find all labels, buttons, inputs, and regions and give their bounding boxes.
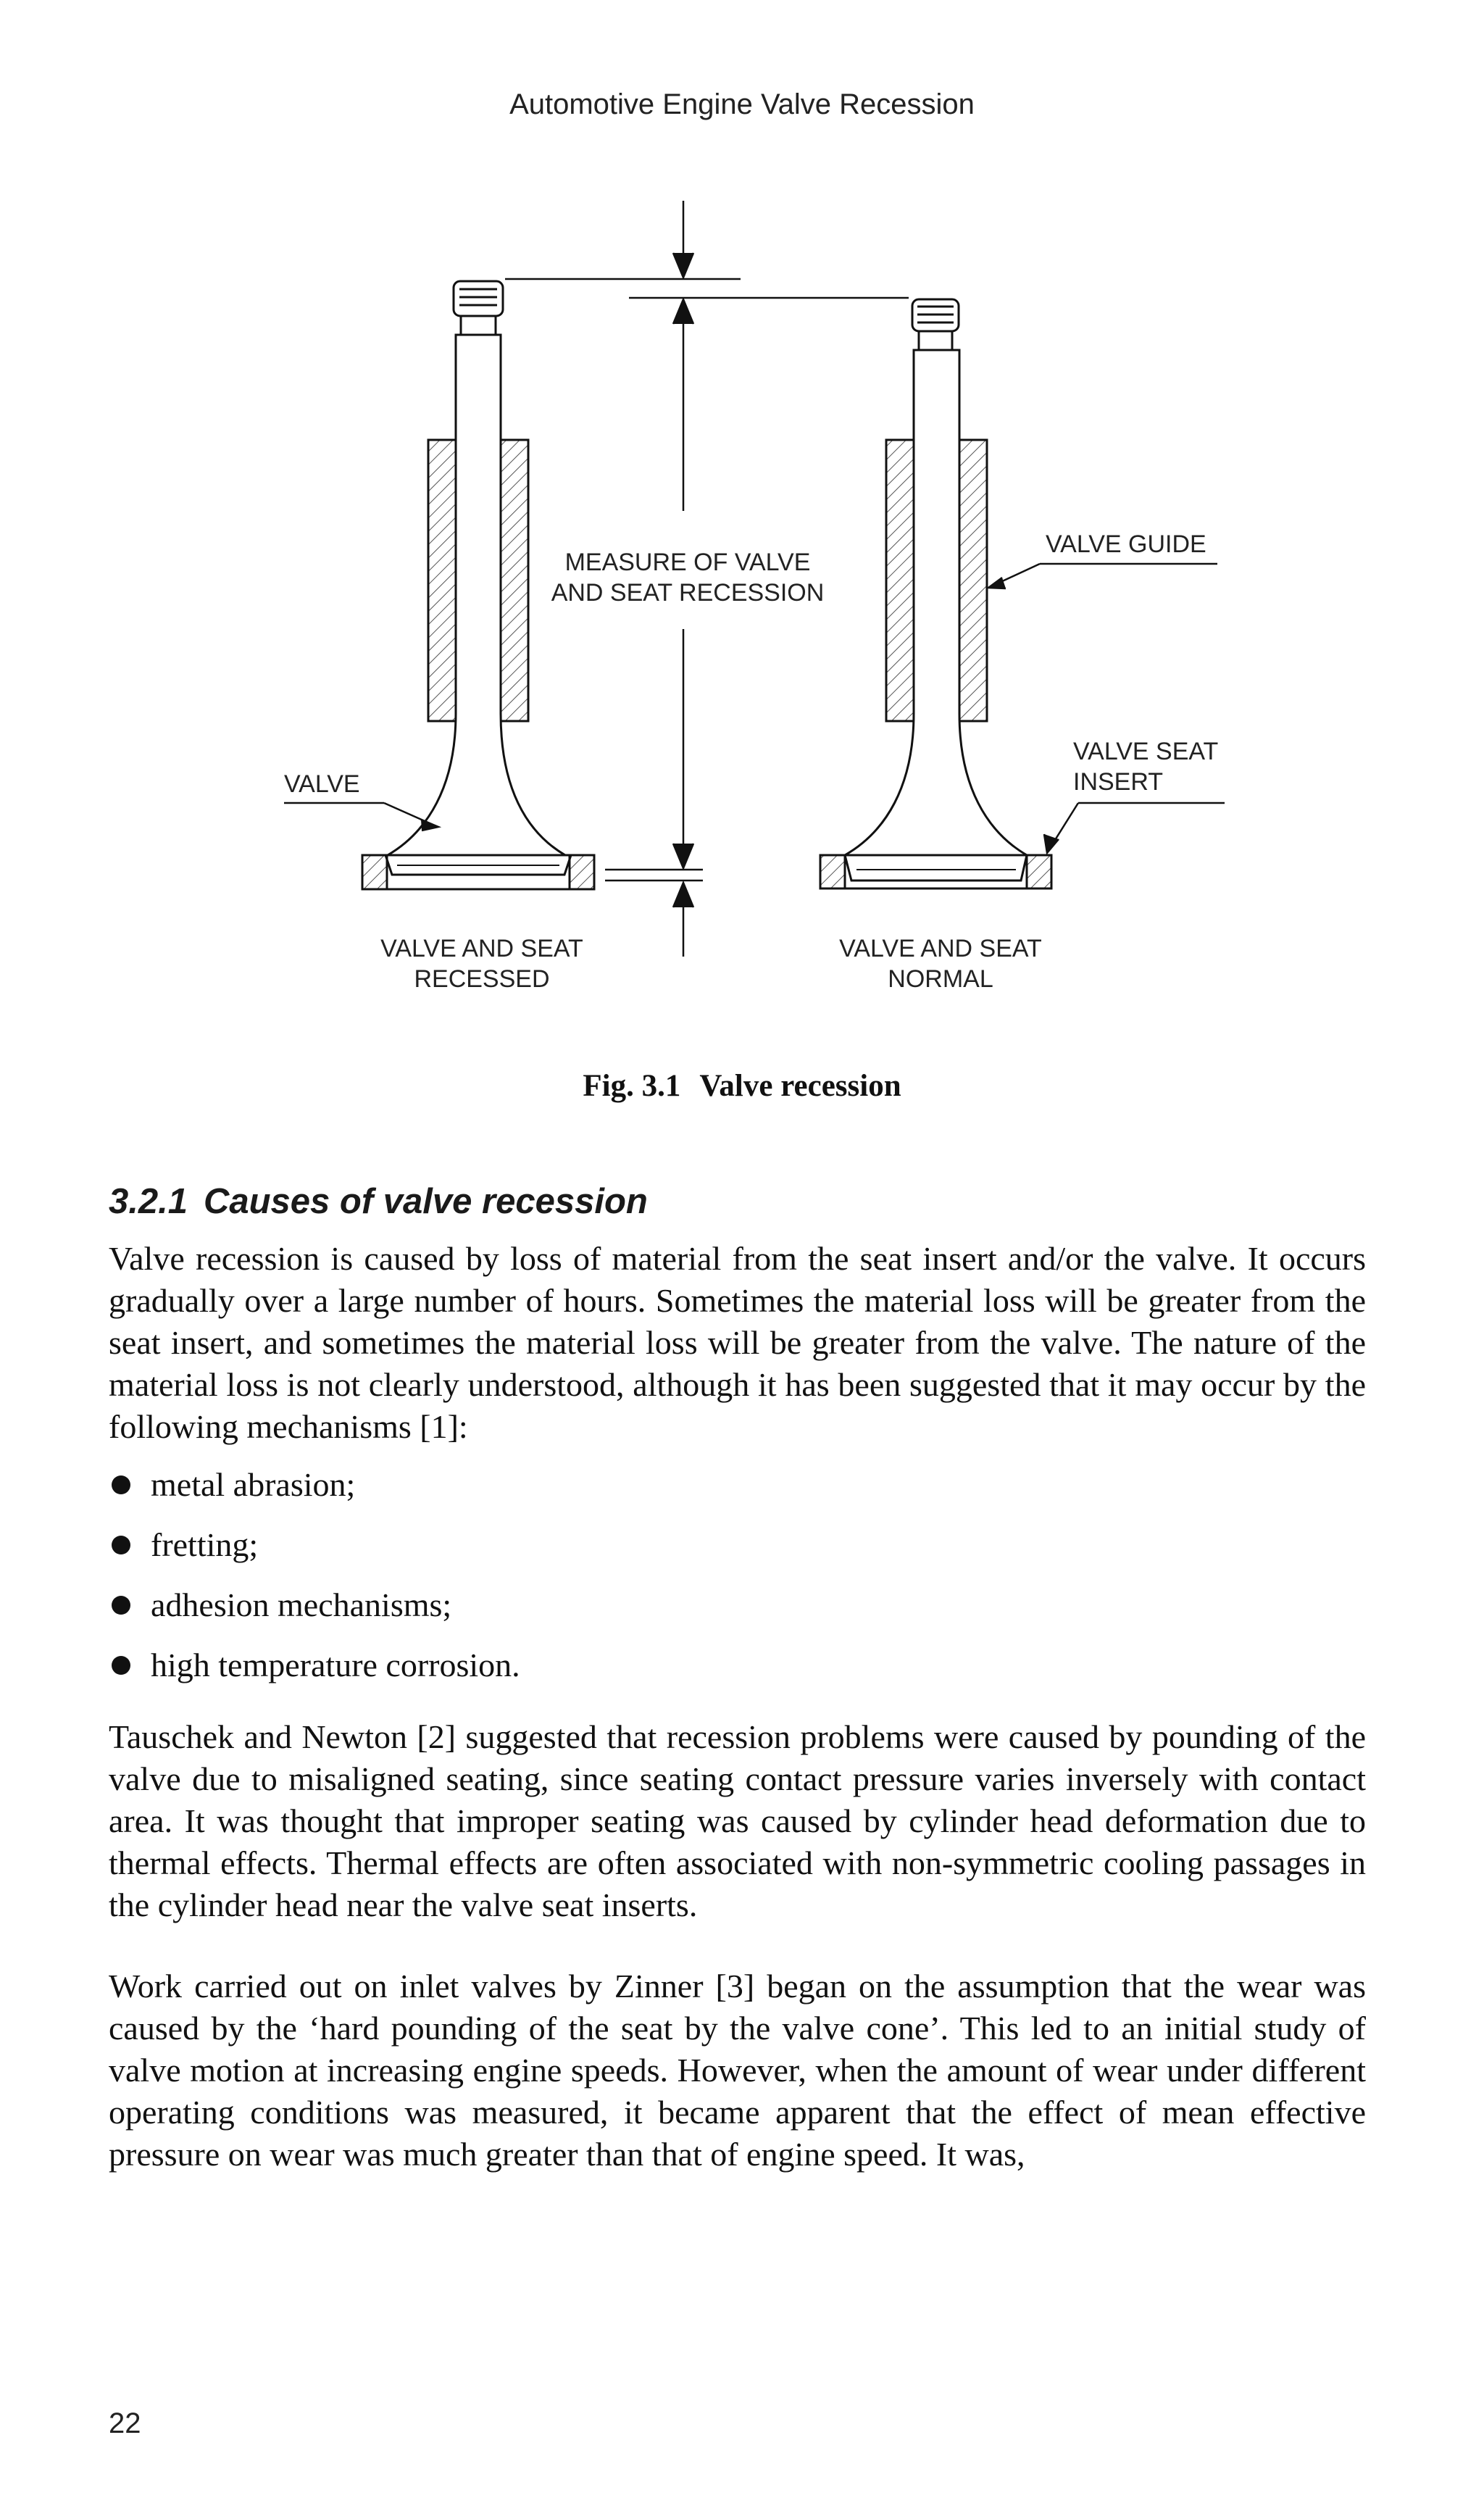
recessed-seat-insert [362,855,594,889]
measure-label-line1: MEASURE OF VALVE [564,549,811,576]
valve-label: VALVE [284,770,360,798]
normal-label-line1: VALVE AND SEAT [839,935,1042,962]
recessed-valve-tip [454,281,503,335]
list-item [109,1464,520,1524]
bullet-icon [112,1656,130,1675]
normal-valve-body [845,350,1027,855]
list-item-text: high temperature corrosion. [151,1647,520,1683]
recessed-label-line1: VALVE AND SEAT [380,935,583,962]
normal-valve-assembly [820,299,1051,888]
valve-seat-insert-label-line1: VALVE SEAT [1073,738,1219,765]
list-item [109,1644,520,1704]
normal-seat-insert [820,855,1051,888]
normal-valve-tip [912,299,959,350]
list-item [109,1584,520,1644]
list-item [109,1524,520,1584]
valve-seat-insert-label-line2: INSERT [1073,768,1164,796]
figure-caption-title: Valve recession [699,1069,901,1103]
section-number: 3.2.1 [109,1182,188,1221]
body-paragraph-3: Work carried out on inlet valves by Zinner [3] began on the assumption that the wear was caused by the ‘hard pounding of the seat by the valve cone’. This led to an initial study of valve motion at increasing engine speeds. However, when the amount of wear under different operating conditions was measured, it became apparent that the effect of mean effective pressure on wear was much greater than that of engine speed. It was, [109,1968,1366,2173]
mechanism-list [109,1464,520,1704]
body-paragraph-1: Valve recession is caused by loss of material from the seat insert and/or the valve. It occurs gradually over a large number of hours. Sometimes the material loss will be greater from the seat insert, and sometimes the material loss will be greater from the valve. The nature of the material loss is not clearly understood, although it has been suggested that it may occur by the following mechanisms [1]: [109,1240,1366,1445]
measure-label-line2: AND SEAT RECESSION [551,579,825,607]
figure-caption-number: Fig. 3.1 [583,1069,681,1103]
section-title: Causes of valve recession [203,1182,648,1221]
normal-valve-face [845,855,1027,881]
page-number: 22 [109,2407,141,2439]
section-heading [109,1181,648,1222]
list-item-text: adhesion mechanisms; [151,1586,452,1623]
recessed-valve-body [388,335,565,855]
list-item-text: metal abrasion; [151,1466,356,1503]
bullet-icon [112,1536,130,1554]
leader-lines [284,564,1225,853]
running-head: Automotive Engine Valve Recession [509,88,975,120]
valve-recession-diagram [0,174,1484,1044]
bullet-icon [112,1475,130,1494]
bullet-icon [112,1596,130,1615]
body-paragraph-2: Tauschek and Newton [2] suggested that recession problems were caused by pounding of the valve due to misaligned seating, since seating contact pressure varies inversely with contact area. It was thought that improper seating was caused by cylinder head deformation due to thermal effects. Thermal effects are often associated with non-symmetric cooling passages in the cylinder head near the valve seat inserts. [109,1718,1366,1923]
valve-guide-label: VALVE GUIDE [1046,530,1206,558]
figure-caption [0,1068,1484,1104]
normal-label-line2: NORMAL [888,965,993,993]
list-item-text: fretting; [151,1526,259,1563]
recessed-label-line2: RECESSED [414,965,550,993]
